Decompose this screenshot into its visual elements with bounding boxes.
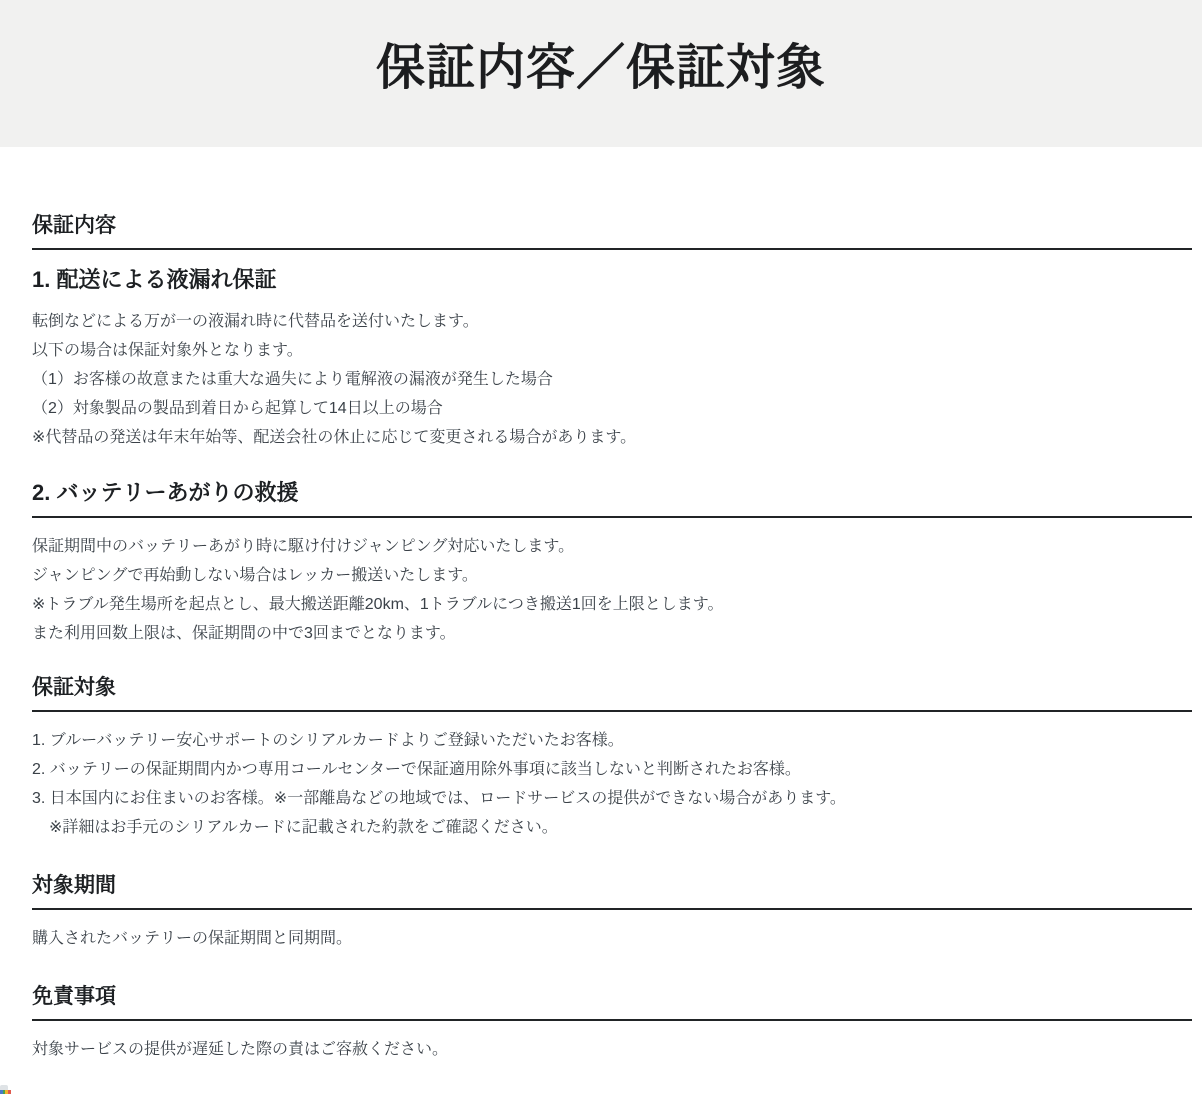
section-disclaimer — [32, 985, 1192, 1064]
section-divider — [32, 710, 1192, 712]
paragraph-line: 保証期間中のバッテリーあがり時に駆け付けジャンピング対応いたします。 — [32, 538, 575, 555]
section-divider — [32, 908, 1192, 910]
content-area — [32, 214, 1192, 1064]
section-warranty-content — [32, 214, 1192, 648]
coverage-list-item: 2. バッテリーの保証期間内かつ専用コールセンターで保証適用除外事項に該当しないと判断されたお客様。 — [32, 761, 801, 778]
section-coverage — [32, 676, 1192, 842]
subsection-heading-leak-warranty: 1. 配送による液漏れ保証 — [32, 267, 277, 292]
paragraph-line: （1）お客様の故意または重大な過失により電解液の漏液が発生した場合 — [32, 371, 553, 388]
paragraph-line: また利用回数上限は、保証期間の中で3回までとなります。 — [32, 625, 456, 642]
page-title: 保証内容／保証対象 — [375, 40, 826, 95]
section-heading-coverage: 保証対象 — [32, 676, 116, 699]
cropped-image-fragment — [0, 1085, 11, 1094]
paragraph-line: ジャンピングで再始動しない場合はレッカー搬送いたします。 — [32, 567, 478, 584]
leak-warranty-paragraph — [32, 307, 1192, 452]
disclaimer-paragraph — [32, 1035, 1192, 1064]
section-divider — [32, 516, 1192, 518]
paragraph-line: 転倒などによる万が一の液漏れ時に代替品を送付いたします。 — [32, 313, 479, 330]
section-divider — [32, 248, 1192, 250]
paragraph-line: 以下の場合は保証対象外となります。 — [32, 342, 303, 359]
paragraph-line: 購入されたバッテリーの保証期間と同期間。 — [32, 930, 353, 947]
coverage-note: ※詳細はお手元のシリアルカードに記載された約款をご確認ください。 — [49, 819, 558, 836]
page-header-banner — [0, 0, 1202, 147]
section-period — [32, 874, 1192, 953]
fragment-color-strip — [0, 1090, 11, 1094]
section-heading-disclaimer: 免責事項 — [32, 985, 116, 1008]
paragraph-line-note: ※代替品の発送は年末年始等、配送会社の休止に応じて変更される場合があります。 — [32, 429, 637, 446]
section-heading-period: 対象期間 — [32, 874, 116, 897]
jumpstart-rescue-paragraph — [32, 532, 1192, 648]
coverage-paragraph — [32, 726, 1192, 842]
section-divider — [32, 1019, 1192, 1021]
paragraph-line-note: ※トラブル発生場所を起点とし、最大搬送距離20km、1トラブルにつき搬送1回を上限とします。 — [32, 596, 724, 613]
paragraph-line: 対象サービスの提供が遅延した際の責はご容赦ください。 — [32, 1041, 449, 1058]
coverage-list-item: 1. ブルーバッテリー安心サポートのシリアルカードよりご登録いただいたお客様。 — [32, 732, 624, 749]
coverage-list-item: 3. 日本国内にお住まいのお客様。※一部離島などの地域では、ロードサービスの提供ができない場合があります。 — [32, 790, 846, 807]
paragraph-line: （2）対象製品の製品到着日から起算して14日以上の場合 — [32, 400, 443, 417]
period-paragraph — [32, 924, 1192, 953]
section-heading-warranty-content: 保証内容 — [32, 214, 116, 237]
subsection-heading-jumpstart-rescue: 2. バッテリーあがりの救援 — [32, 480, 299, 505]
